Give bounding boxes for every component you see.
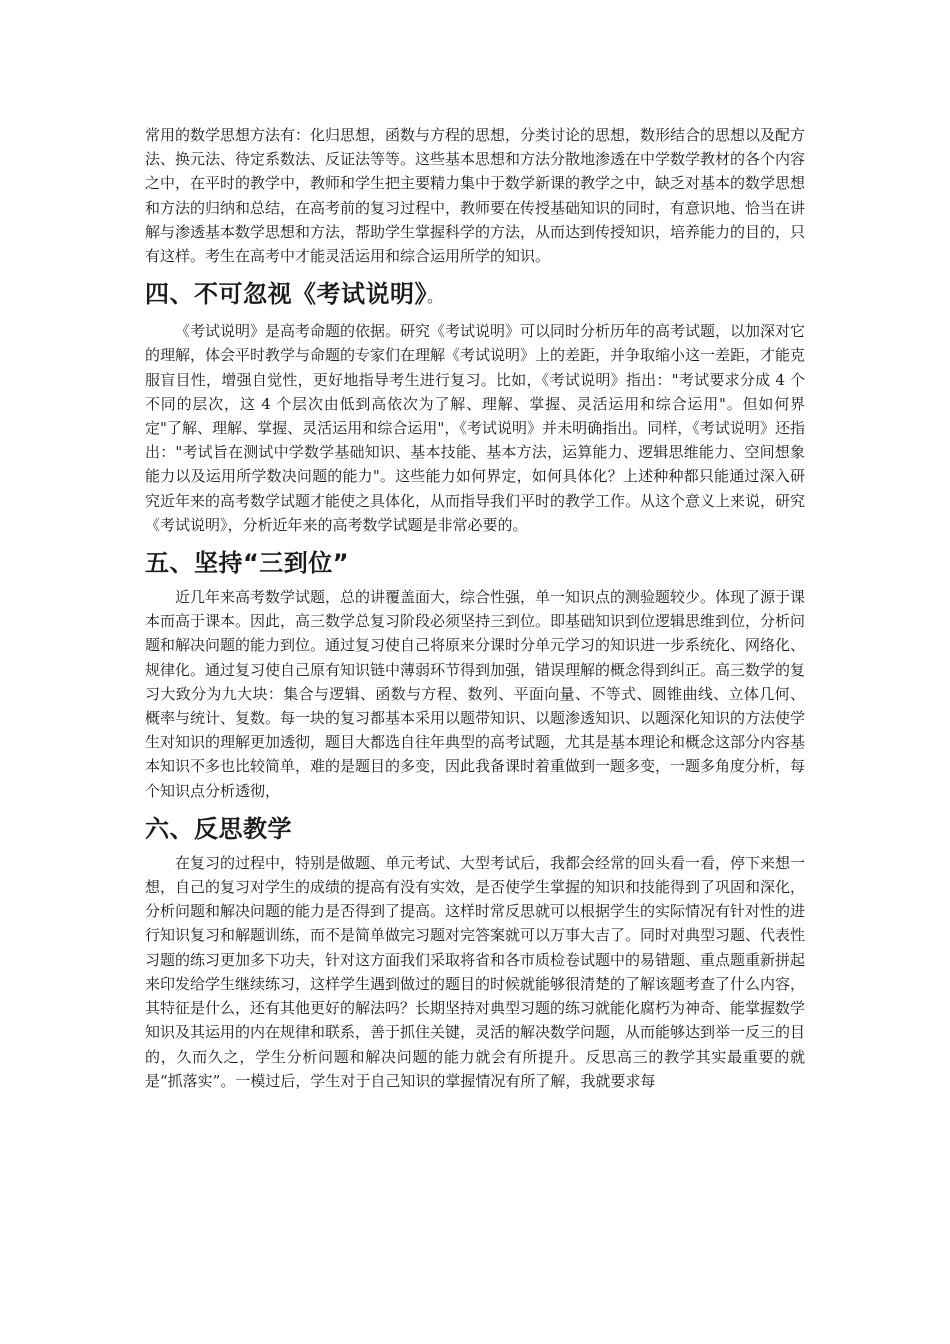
paragraph-three-in-place: 近几年来高考数学试题，总的讲覆盖面大，综合性强，单一知识点的测验题较少。体现了源于课本而高于课本。因此，高三数学总复习阶段必须坚持三到位。即基础知识到位逻辑思维到位，分析问题和解决问题的能力到位。通过复习使自己将原来分课时分单元学习的知识进一步系统化、网络化、规律化。通过复习使自己原有知识链中薄弱环节得到加强，错误理解的概念得到纠正。高三数学的复习大致分为九大块：集合与逻辑、函数与方程、数列、平面向量、不等式、圆锥曲线、立体几何、 概率与统计、复数。每一块的复习都基本采用以题带知识、以题渗透知识、以题深化知识的方法使学生对知识的理解更加透彻，题目大都选自往年典型的高考试题，尤其是基本理论和概念这部分内容基本知识不多也比较简单，难的是题目的多变，因此我备课时着重做到一题多变，一题多角度分析，每个知识点分析透彻， — [145, 588, 806, 800]
paragraph-exam-guide: 《考试说明》是高考命题的依据。研究《考试说明》可以同时分析历年的高考试题，以加深对它的理解，体会平时教学与命题的专家们在理解《考试说明》上的差距，并争取缩小这一差距，才能克服盲目性，增强自觉性，更好地指导考生进行复习。比如，《考试说明》指出："考试要求分成 4 个不同的层次，这 4 个层次由低到高依次为了解、理解、掌握、灵活运用和综合运用"。但如何界定"了解、理解、掌握、灵活运用和综合运用"，《考试说明》并未明确指出。同样，《考试说明》还指出："考试旨在测试中学数学基础知识、基本技能、基本方法，运算能力、逻辑思维能力、空间想象能力以及运用所学数决问题的能力"。这些能力如何界定，如何具体化？上述种种都只能通过深入研究近年来的高考数学试题才能使之具体化，从而指导我们平时的教学工作。从这个意义上来说，研究《考试说明》，分析近年来的高考数学试题是非常必要的。 — [145, 322, 806, 534]
paragraph-thinking-methods: 常用的数学思想方法有：化归思想，函数与方程的思想，分类讨论的思想，数形结合的思想以及配方法、换元法、待定系数法、反证法等等。这些基本思想和方法分散地渗透在中学数学教材的各个内容之中，在平时的教学中，教师和学生把主要精力集中于数学新课的教学之中，缺乏对基本的数学思想和方法的归纳和总结，在高考前的复习过程中，教师要在传授基础知识的同时，有意识地、恰当在讲解与渗透基本数学思想和方法，帮助学生掌握科学的方法，从而达到传授知识，培养能力的目的，只有这样。考生在高考中才能灵活运用和综合运用所学的知识。 — [145, 126, 806, 266]
paragraph-reflection: 在复习的过程中，特别是做题、单元考试、大型考试后，我都会经常的回头看一看，停下来想一想，自己的复习对学生的成绩的提高有没有实效，是否使学生掌握的知识和技能得到了巩固和深化，分析问题和解决问题的能力是否得到了提高。这样时常反思就可以根据学生的实际情况有针对性的进行知识复习和解题训练，而不是简单做完习题对完答案就可以万事大吉了。同时对典型习题、代表性习题的练习更加多下功夫，针对这方面我们采取将省和各市质检卷试题中的易错题、重点题重新拼起来印发给学生继续练习，这样学生遇到做过的题目的时候就能够很清楚的了解该题考查了什么内容，其特征是什么，还有其他更好的解法吗？长期坚持对典型习题的练习就能化腐朽为神奇、能掌握数学知识及其运用的内在规律和联系，善于抓住关键，灵活的解决数学问题，从而能够达到举一反三的目的，久而久之，学生分析问题和解决问题的能力就会有所提升。反思高三的教学其实最重要的就是“抓落实”。一模过后，学生对于自己知识的掌握情况有所了解，我就要求每 — [145, 853, 806, 1090]
section-heading-6: 六、反思教学 — [145, 814, 292, 843]
section-heading-4 — [145, 278, 805, 313]
document-page — [145, 123, 805, 1093]
section-heading-4-text: 四、不可忽视《考试说明》 — [145, 280, 427, 309]
section-heading-5: 五、坚持“三到位” — [145, 549, 350, 578]
section-heading-4-suffix: 。 — [427, 287, 444, 307]
